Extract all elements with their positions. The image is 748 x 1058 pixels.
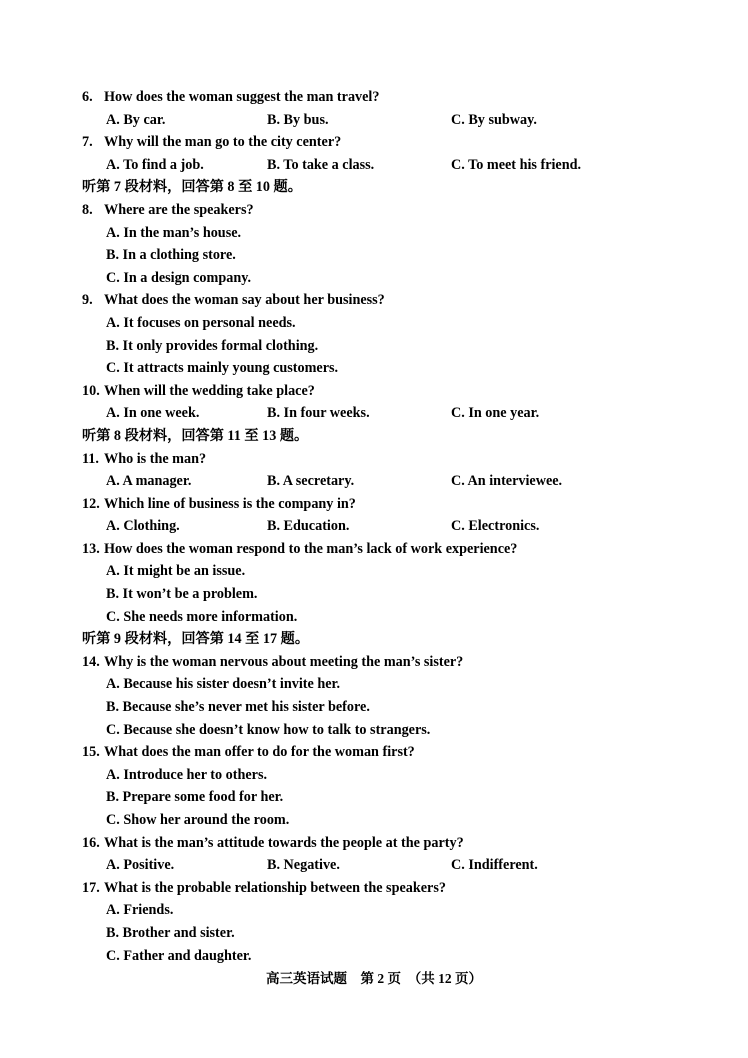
option-b: B. Education. — [267, 518, 350, 535]
option-line: C. Father and daughter. — [106, 947, 252, 964]
option-line: B. It won’t be a problem. — [106, 586, 258, 603]
question-text: What is the man’s attitude towards the people at the party? — [104, 834, 464, 851]
option-c: C. Indifferent. — [451, 857, 538, 874]
option-line: B. It only provides formal clothing. — [106, 337, 319, 354]
option-c: C. Electronics. — [451, 518, 540, 535]
option-row — [82, 109, 702, 132]
section-instruction: 听第 8 段材料，回答第 11 至 13 题。 — [82, 427, 309, 444]
option-a: A. To find a job. — [106, 156, 204, 173]
option-line: B. Prepare some food for her. — [106, 789, 284, 806]
question-text: Why will the man go to the city center? — [104, 134, 342, 151]
question-text: What does the woman say about her business? — [104, 292, 385, 309]
question-text: Why is the woman nervous about meeting the man’s sister? — [104, 653, 464, 670]
option-b: B. Negative. — [267, 857, 340, 874]
question-line — [82, 832, 702, 855]
question-line — [82, 380, 702, 403]
option-line: A. In the man’s house. — [106, 224, 242, 241]
question-number: 8. — [82, 201, 93, 218]
question-text: Where are the speakers? — [104, 201, 254, 218]
option-b: B. By bus. — [267, 111, 329, 128]
question-number: 16. — [82, 834, 100, 851]
option-line: B. Brother and sister. — [106, 924, 235, 941]
option-b: B. A secretary. — [267, 473, 355, 490]
question-line — [82, 877, 702, 900]
question-number: 6. — [82, 89, 93, 105]
question-number: 17. — [82, 879, 100, 896]
option-row — [82, 515, 702, 538]
exam-content — [82, 86, 702, 967]
question-text: What does the man offer to do for the woman first? — [104, 744, 415, 761]
question-number: 9. — [82, 292, 93, 309]
option-a: A. Clothing. — [106, 518, 180, 535]
question-text: Which line of business is the company in? — [104, 495, 356, 512]
option-line: C. Show her around the room. — [106, 812, 290, 828]
question-text: What is the probable relationship between the speakers? — [104, 879, 446, 896]
option-c: C. In one year. — [451, 405, 540, 422]
question-line — [82, 741, 702, 764]
page-footer: 高三英语试题 第 2 页 （共 12 页） — [266, 971, 482, 986]
option-b: B. To take a class. — [267, 156, 375, 173]
option-row — [82, 470, 702, 493]
question-number: 13. — [82, 540, 100, 557]
question-line — [82, 86, 702, 109]
question-line — [82, 289, 702, 312]
option-c: C. To meet his friend. — [451, 156, 582, 173]
option-line: C. In a design company. — [106, 269, 252, 286]
question-line — [82, 199, 702, 222]
question-number: 15. — [82, 744, 100, 761]
question-number: 10. — [82, 382, 100, 399]
question-text: Who is the man? — [104, 450, 207, 467]
option-line: C. It attracts mainly young customers. — [106, 360, 339, 377]
option-a: A. By car. — [106, 111, 166, 128]
question-text: When will the wedding take place? — [104, 382, 315, 399]
option-line: A. It might be an issue. — [106, 563, 246, 580]
question-line — [82, 538, 702, 561]
question-line — [82, 448, 702, 471]
option-line: B. Because she’s never met his sister before. — [106, 699, 370, 716]
option-b: B. In four weeks. — [267, 405, 370, 422]
option-line: A. It focuses on personal needs. — [106, 314, 296, 331]
section-instruction: 听第 7 段材料，回答第 8 至 10 题。 — [82, 179, 302, 196]
question-text: How does the woman suggest the man travel? — [104, 89, 380, 105]
option-a: A. A manager. — [106, 473, 192, 490]
option-line: C. Because she doesn’t know how to talk to strangers. — [106, 721, 431, 738]
question-number: 14. — [82, 653, 100, 670]
question-line — [82, 131, 702, 154]
option-row — [82, 854, 702, 877]
option-a: A. In one week. — [106, 405, 200, 422]
option-line: A. Because his sister doesn’t invite her. — [106, 676, 341, 693]
option-line: C. She needs more information. — [106, 608, 298, 625]
question-text: How does the woman respond to the man’s lack of work experience? — [104, 540, 518, 557]
option-line: A. Introduce her to others. — [106, 766, 268, 783]
option-c: C. An interviewee. — [451, 473, 563, 490]
question-number: 7. — [82, 134, 93, 151]
option-line: A. Friends. — [106, 902, 174, 919]
question-number: 11. — [82, 450, 99, 467]
option-a: A. Positive. — [106, 857, 175, 874]
question-number: 12. — [82, 495, 100, 512]
option-line: B. In a clothing store. — [106, 247, 236, 264]
question-line — [82, 493, 702, 516]
option-c: C. By subway. — [451, 111, 537, 128]
question-line — [82, 651, 702, 674]
option-row — [82, 154, 702, 177]
section-instruction: 听第 9 段材料，回答第 14 至 17 题。 — [82, 631, 310, 648]
option-row — [82, 402, 702, 425]
